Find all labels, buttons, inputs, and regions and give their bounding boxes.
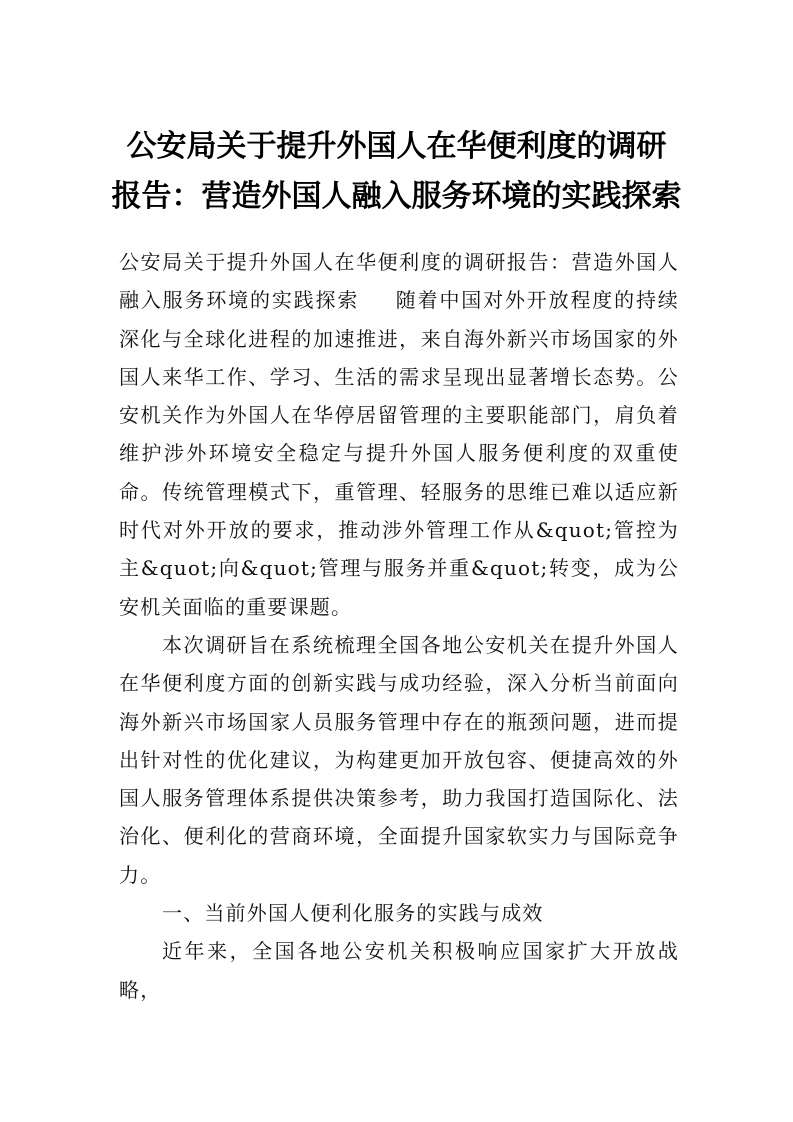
section-1-paragraph: 近年来，全国各地公安机关积极响应国家扩大开放战略， [119, 939, 679, 1002]
section-heading-1: 一、当前外国人便利化服务的实践与成效 [162, 901, 544, 926]
intro-body-text: 随着中国对外开放程度的持续深化与全球化进程的加速推进，来自海外新兴市场国家的外国人来华工作、学习、生活的需求呈现出显著增长态势。公安机关作为外国人在华停居留管理的主要职能部门，肩负着维护涉外环境安全稳定与提升外国人服务便利度的双重使命。传统管理模式下，重管理、轻服务的思维已难以适应新时代对外开放的要求，推动涉外管理工作从&quot;管控为主&quot;向&quot;管理与服务并重&quot;转变，成为公安机关面临的重要课题。 [119, 288, 679, 619]
research-purpose-paragraph: 本次调研旨在系统梳理全国各地公安机关在提升外国人在华便利度方面的创新实践与成功经验，深入分析当前面向海外新兴市场国家人员服务管理中存在的瓶颈问题，进而提出针对性的优化建议，为构建更加开放包容、便捷高效的外国人服务管理体系提供决策参考，助力我国打造国际化、法治化、便利化的营商环境，全面提升国家软实力与国际竞争力。 [119, 632, 679, 887]
intro-paragraph [119, 243, 679, 626]
document-title [100, 122, 693, 222]
document-body [119, 243, 679, 1009]
document-title-line-1: 公安局关于提升外国人在华便利度的调研 [126, 129, 667, 164]
document-title-line-2: 报告：营造外国人融入服务环境的实践探索 [111, 179, 682, 214]
intro-lead-text: 公安局关于提升外国人在华便利度的调研报告：营造外国人融入服务环境的实践探索 [119, 250, 679, 313]
